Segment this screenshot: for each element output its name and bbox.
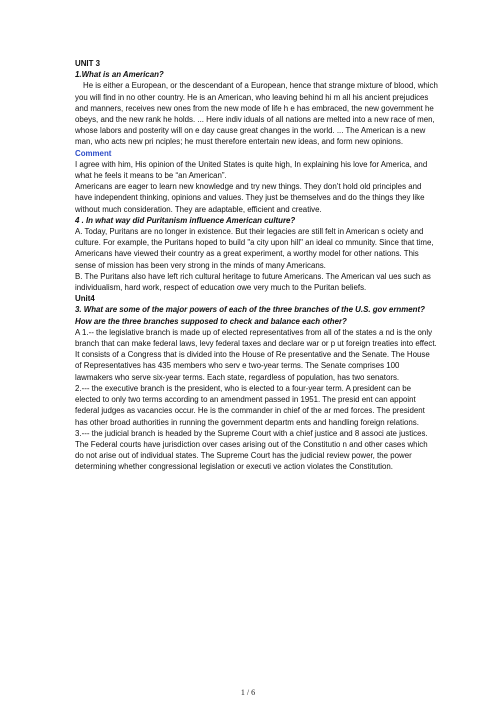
answer-legislative-branch: A 1.-- the legislative branch is made up of elected representatives from all of the states a nd is the only branch that can make federal laws, levy federal taxes and declare war or p ut foreign treaties into effect. It consists of a Congress that is divided into the House of Re presentative and the Senate. The House of Representatives has 435 members who serv e two-year terms. The Senate comprises 100 lawmakers who serve six-year terms. Each state, regardless of population, has two senators.	[75, 327, 437, 382]
question-what-is-american: 1.What is an American?	[75, 70, 164, 80]
document-body	[75, 58, 438, 473]
unit3-title: UNIT 3	[75, 59, 100, 68]
answer-puritanism-b: B. The Puritans also have left rich cultural heritage to future Americans. The American val ues such as individualism, hard work, respect of education owe very much to the Puritan beliefs.	[75, 271, 431, 293]
question-puritanism: 4 . In what way did Puritanism influence American culture?	[75, 215, 296, 225]
answer-judicial-branch: 3.--- the judicial branch is headed by the Supreme Court with a chief justice and 8 associ ate justices. The Federal courts have jurisdiction over cases arising out of the Constitutio n and other cases which do not arise out of individual states. The Supreme Court has the judicial review power, the power determining whether congressional legislation or executi ve action violates the Constitution.	[75, 428, 428, 472]
comment-paragraph-2: Americans are eager to learn new knowledge and try new things. They don’t hold old principles and have independent thinking, opinions and values. They just be themselves and do the things they like without much consideration. They are adaptable, efficient and creative.	[75, 182, 425, 214]
unit4-title: Unit4	[75, 294, 95, 304]
answer-puritanism-a: A. Today, Puritans are no longer in existence. But their legacies are still felt in American s ociety and culture. For example, the Puritans hoped to build "a city upon hill" an ideal co mmunity. Since that time, Americans have viewed their country as a great experiment, a worthy model for other nations. This sense of mission has been very strong in the minds of many Americans.	[75, 227, 434, 270]
page-number: 1 / 6	[240, 688, 256, 697]
answer-executive-branch: 2.--- the executive branch is the president, who is elected to a four-year term. A president can be elected to only two terms according to an amendment passed in 1951. The presid ent can appoint federal judges as vacancies occur. He is the commander in chief of the ar med forces. The president has other broad authorities in running the government departm ents and handling foreign relations.	[75, 383, 425, 427]
comment-paragraph-1: I agree with him, His opinion of the United States is quite high, In explaining his love for America, and what he feels it means to be “an American”.	[75, 159, 428, 181]
question-three-branches: 3. What are some of the major powers of each of the three branches of the U.S. gov ernment? How are the three branches supposed to check and balance each other?	[75, 305, 425, 326]
comment-label: Comment	[75, 148, 112, 158]
answer-what-is-american: He is either a European, or the descendant of a European, hence that strange mixture of blood, which you will find in no other country. He is an American, who leaving behind hi m all his ancient prejudices and manners, receives new ones from the new mode of life h e has embraced, the new government he obeys, and the new rank he holds. ... Here indiv iduals of all nations are melted into a new race of men, whose labors and posterity will on e day cause great changes in the world. ... The American is a new man, who acts new pri nciples; he must therefore entertain new ideas, and form new opinions.	[75, 81, 438, 147]
